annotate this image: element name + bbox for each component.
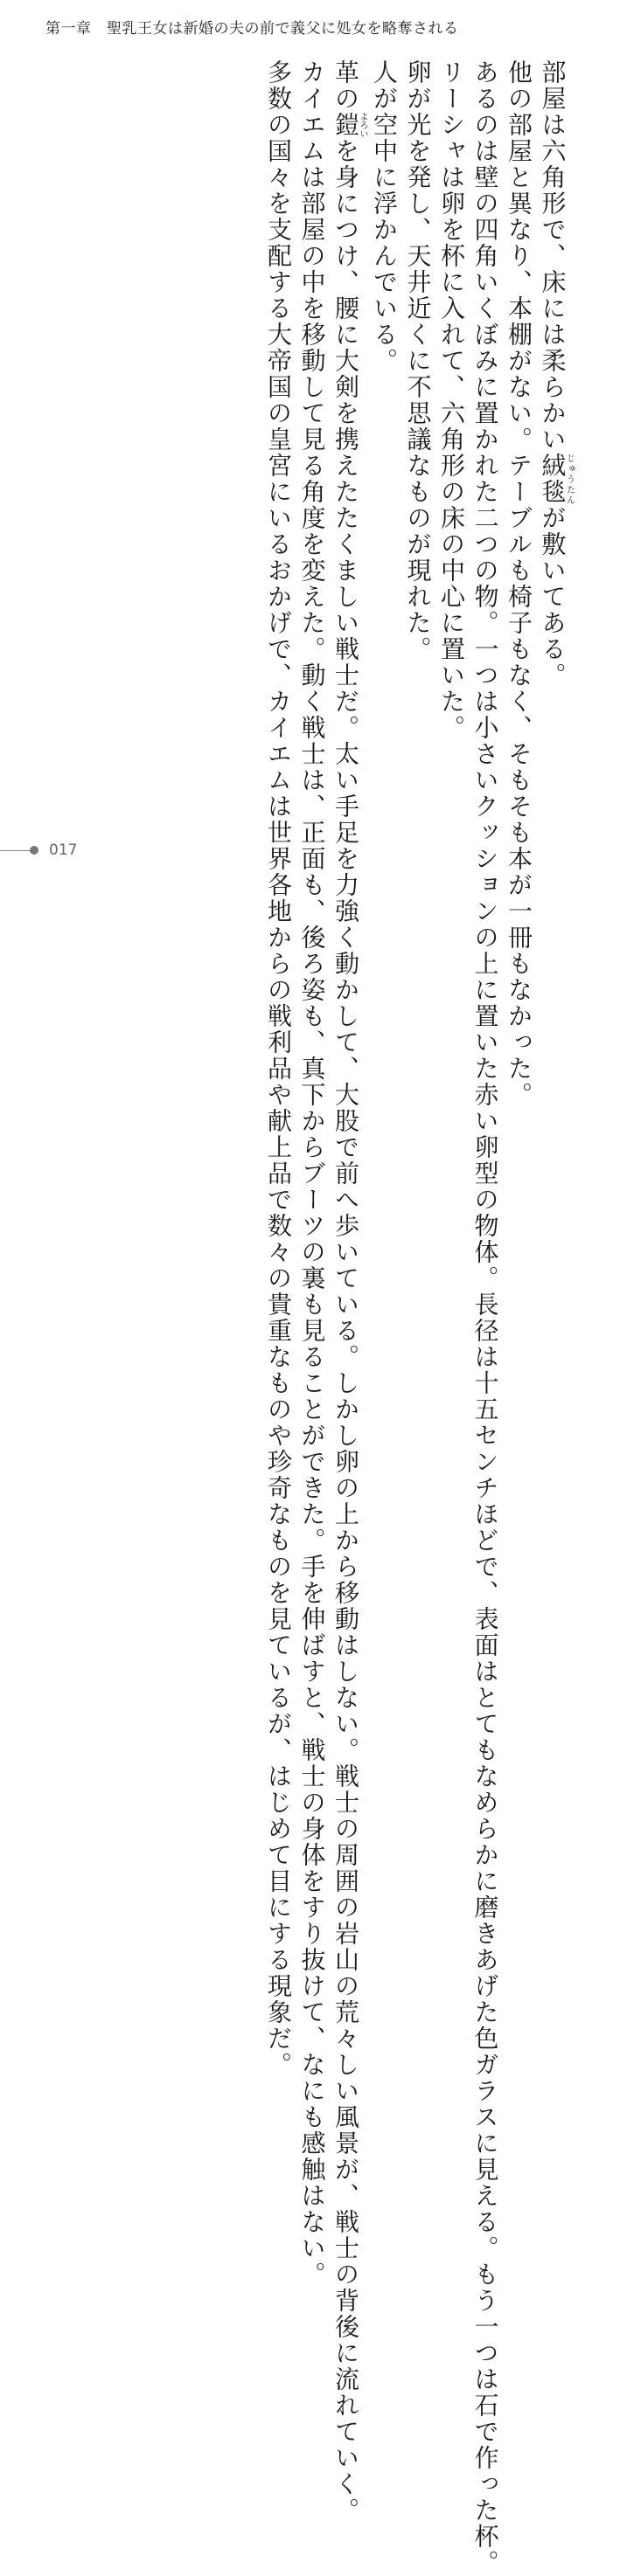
paragraph-1-text-end: が敷いてある。 <box>538 505 568 689</box>
paragraph-7-text: 革の <box>331 59 360 112</box>
folio-rule <box>0 850 30 851</box>
ruby-armor-base: 鎧 <box>331 112 360 138</box>
paragraph-8: カイエムは部屋の中を移動して見る角度を変えた。動く戦士は、正面も、後ろ姿も、真下からブーツの裏も見ることができた。手を伸ばすと、戦士の身体をすり抜けて、なにも感触はない。 <box>297 59 327 2288</box>
paragraph-2: 他の部屋と異なり、本棚がない。テーブルも椅子もなく、そもそも本が一冊もなかった。 <box>505 59 533 1108</box>
paragraph-4: リーシャは卵を杯に入れて、六角形の床の中心に置いた。 <box>437 59 466 741</box>
folio-dot-icon <box>30 846 38 855</box>
page-number: 017 <box>49 841 78 859</box>
ruby-armor <box>331 112 367 138</box>
paragraph-9: 多数の国々を支配する大帝国の皇宮にいるおかげで、カイエムは世界各地からの戦利品や献上品で数々の貴重なものや珍奇なものを見ているが、はじめて目にする現象だ。 <box>264 59 293 2078</box>
ruby-carpet-base: 絨毯 <box>538 453 568 505</box>
paragraph-1 <box>535 59 574 828</box>
paragraph-1-text: 部屋は六角形で、床には柔らかい <box>538 59 568 453</box>
paragraph-5: 卵が光を発し、天井近くに不思議なものが現れた。 <box>403 59 433 662</box>
paragraph-6: 人が空中に浮かんでいる。 <box>370 59 399 374</box>
page-footer <box>0 841 175 859</box>
paragraph-3: あるのは壁の四角いくぼみに置かれた二つの物。一つは小さいクッションの上に置いた赤い卵型の物体。長径は十五センチほどで、表面はとてもなめらかに磨きあげた色ガラスに見える。もう一つは石で作った杯。 <box>470 59 500 2576</box>
running-head: 第一章 聖乳王女は新婚の夫の前で義父に処女を略奪される <box>45 20 459 38</box>
paragraph-7-text-end: を身につけ、腰に大剣を携えたたくましい戦士だ。太い手足を力強く動かして、大股で前へ歩いている。しかし卵の上から移動はしない。戦士の周囲の岩山の荒々しい風景が、戦士の背後に流れていく。 <box>331 138 360 2524</box>
ruby-armor-reading: よろい <box>358 112 367 138</box>
paragraph-7 <box>329 59 367 2524</box>
ruby-carpet <box>538 453 575 505</box>
ruby-carpet-reading: じゅうたん <box>564 453 575 505</box>
